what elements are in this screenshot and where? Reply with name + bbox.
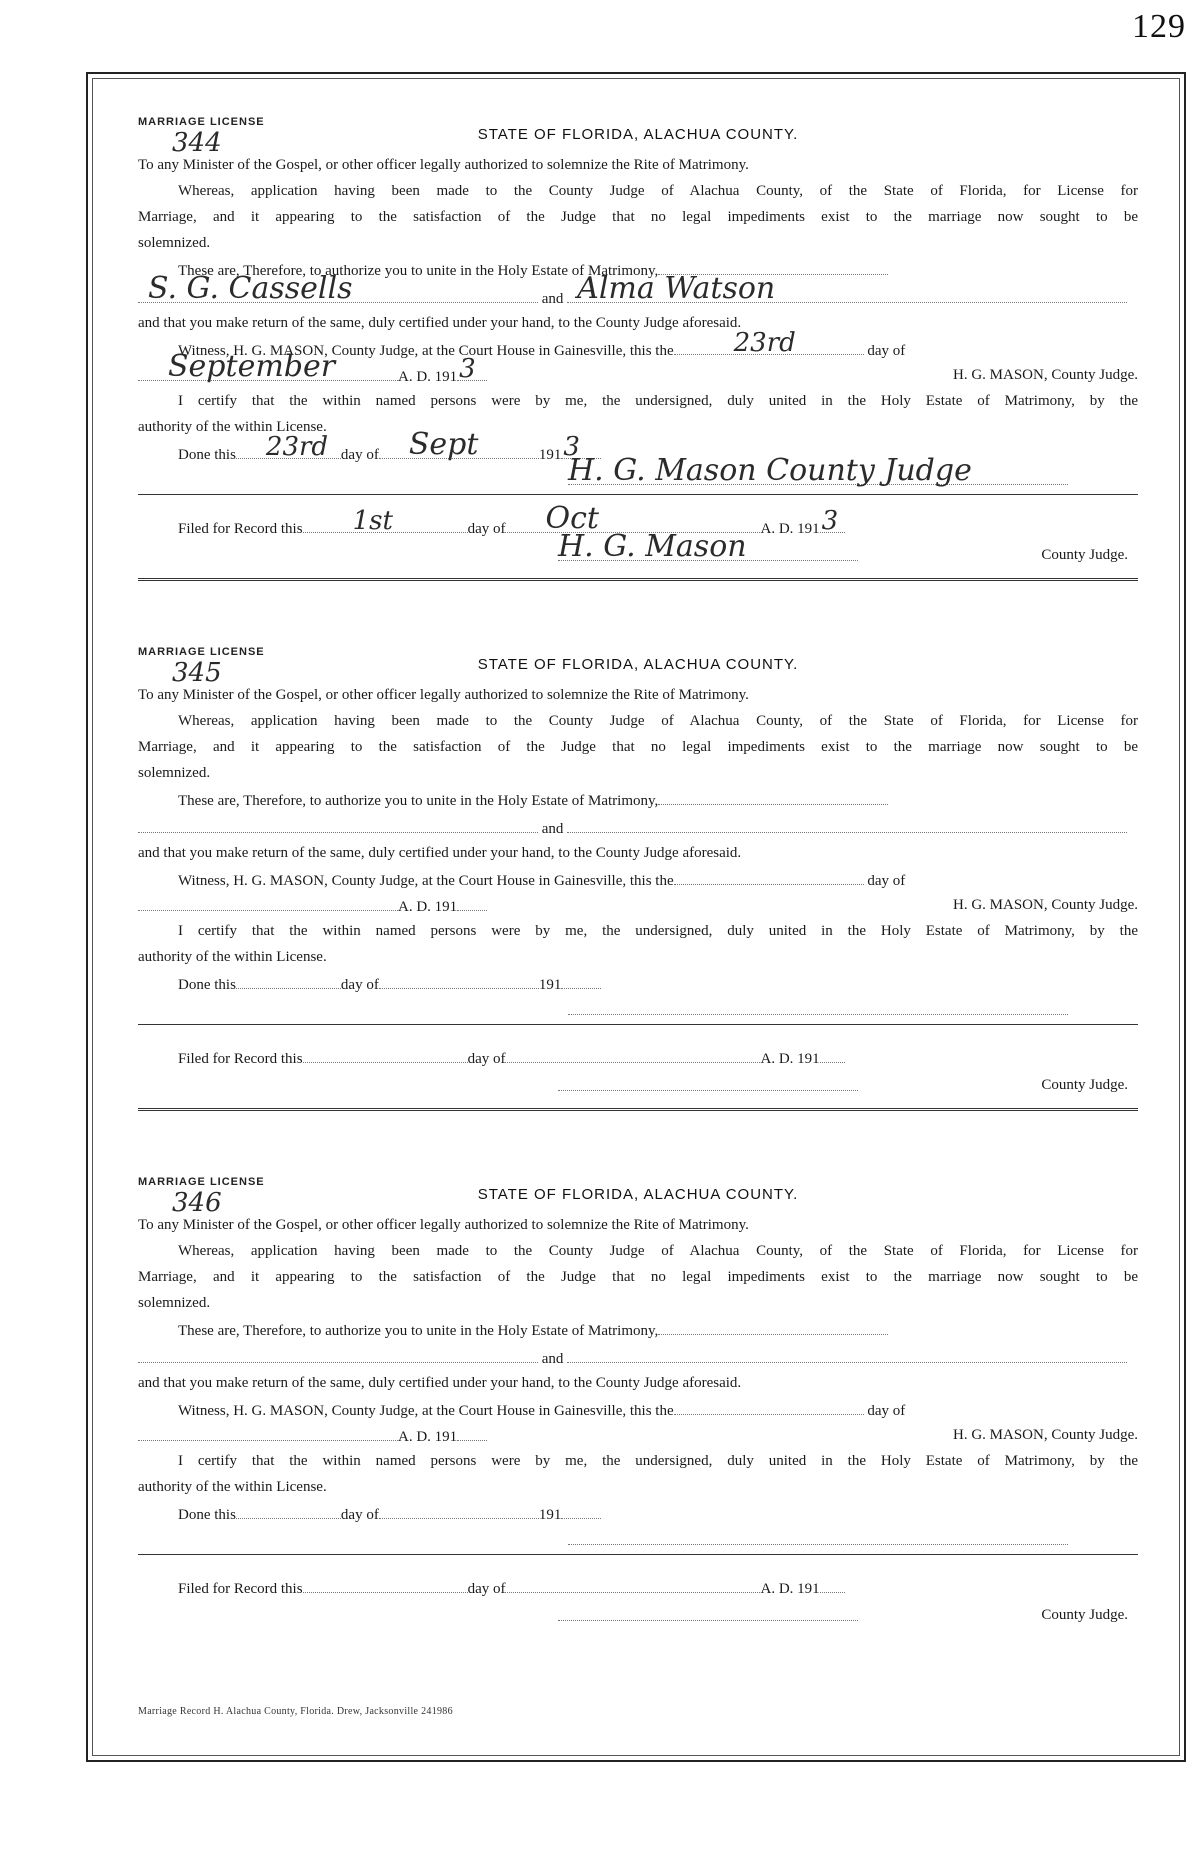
witness-date-line: A. D. 191 H. G. MASON, County Judge.	[138, 896, 1138, 916]
filed-month: Oct	[545, 501, 599, 536]
done-this-line: Done this day of 191	[138, 974, 1138, 994]
certify-line-1: I certify that the within named persons were by me, the undersigned, duly united in the Holy Estate of Matrimony, by the	[178, 1453, 1138, 1469]
parties-line: and	[138, 1348, 1138, 1368]
whereas-line-3: solemnized.	[138, 765, 211, 781]
witness-date-line: September A. D. 191 3 H. G. MASON, County Judge.	[138, 366, 1138, 386]
certify-line-2: authority of the within License.	[138, 419, 327, 435]
these-are-line: These are, Therefore, to authorize you to unite in the Holy Estate of Matrimony,	[138, 260, 1138, 280]
return-line: and that you make return of the same, duly certified under your hand, to the County Judge aforesaid.	[138, 845, 742, 861]
to-any-minister: To any Minister of the Gospel, or other officer legally authorized to solemnize the Rite of Matrimony.	[138, 157, 749, 173]
to-any-minister: To any Minister of the Gospel, or other officer legally authorized to solemnize the Rite of Matrimony.	[138, 1217, 749, 1233]
witness-line: Witness, H. G. MASON, County Judge, at the Court House in Gainesville, this the day of	[138, 870, 1138, 890]
certify-line-1: I certify that the within named persons were by me, the undersigned, duly united in the Holy Estate of Matrimony, by the	[178, 923, 1138, 939]
filed-year-digit: 3	[821, 506, 839, 536]
filed-line: Filed for Record this 1st day of Oct A. D. 191 3	[138, 518, 1138, 538]
whereas-line-1: Whereas, application having been made to the County Judge of Alachua County, of the State of Florida, for License for	[178, 183, 1138, 199]
witness-date-line: A. D. 191 H. G. MASON, County Judge.	[138, 1426, 1138, 1446]
witness-day: 23rd	[733, 328, 796, 358]
page-footer: Marriage Record H. Alachua County, Florida. Drew, Jacksonville 241986	[138, 1706, 453, 1717]
parties-line: S. G. Cassells and Alma Watson	[138, 288, 1138, 308]
groom-name: S. G. Cassells	[148, 271, 353, 306]
whereas-line-1: Whereas, application having been made to the County Judge of Alachua County, of the State of Florida, for License for	[178, 1243, 1138, 1259]
filed-line: Filed for Record this day of A. D. 191	[138, 1578, 1138, 1598]
license-heading: STATE OF FLORIDA, ALACHUA COUNTY.	[477, 656, 799, 673]
marriage-license-344: MARRIAGE LICENSE 344 STATE OF FLORIDA, ALACHUA COUNTY. To any Minister of the Gospel, or other officer legally authorized to solemnize the Rite of Matrimony. Whereas, application having been made to the County Judge of Alachua County, of the State of Florida, for License for Marriage, and it appearing to the satisfaction of the Judge that no legal impediments exist to the marriage now sought to be solemnized. These are, Therefore, to authorize you to unite in the Holy Estate of Matrimony, S. G. Cassells and Alma Watson and that you make return of the same, duly certified under your hand, to the County Judge aforesaid. Witness, H. G. MASON, County Judge, at the Court House in Gainesville, this the 23rd day of September A. D. 191 3 H. G. MASON, County Judge. I certify that the within named persons were by me, the undersigned, duly united in the Holy Estate of Matrimony, by the authority of the within License. Done this 23rd day of Sept 191 3 H. G. Mason County Judge Filed for Record this 1st day of Oct A. D. 191 3 H. G. Mason County Judge.	[138, 116, 1138, 636]
license-number: 344	[172, 128, 222, 158]
whereas-line-2: Marriage, and it appearing to the satisfaction of the Judge that no legal impediments exist to the marriage now sought to be	[138, 739, 1138, 755]
parties-line: and	[138, 818, 1138, 838]
certify-line-1: I certify that the within named persons were by me, the undersigned, duly united in the Holy Estate of Matrimony, by the	[178, 393, 1138, 409]
whereas-line-2: Marriage, and it appearing to the satisfaction of the Judge that no legal impediments exist to the marriage now sought to be	[138, 1269, 1138, 1285]
whereas-line-3: solemnized.	[138, 235, 211, 251]
witness-line: Witness, H. G. MASON, County Judge, at the Court House in Gainesville, this the 23rd day of	[178, 328, 906, 359]
record-page-frame	[86, 72, 1186, 1762]
marriage-license-345: MARRIAGE LICENSE 345 STATE OF FLORIDA, ALACHUA COUNTY. To any Minister of the Gospel, or other officer legally authorized to solemnize the Rite of Matrimony. Whereas, application having been made to the County Judge of Alachua County, of the State of Florida, for License for Marriage, and it appearing to the satisfaction of the Judge that no legal impediments exist to the marriage now sought to be solemnized. These are, Therefore, to authorize you to unite in the Holy Estate of Matrimony, and and that you make return of the same, duly certified under your hand, to the County Judge aforesaid. Witness, H. G. MASON, County Judge, at the Court House in Gainesville, this the day of A. D. 191 H. G. MASON, County Judge. I certify that the within named persons were by me, the undersigned, duly united in the Holy Estate of Matrimony, by the authority of the within License. Done this day of 191 Filed for Record this day of A. D. 191 County Judge.	[138, 646, 1138, 1166]
license-label: MARRIAGE LICENSE	[138, 646, 265, 658]
witness-month: September	[168, 349, 336, 384]
to-any-minister: To any Minister of the Gospel, or other officer legally authorized to solemnize the Rite of Matrimony.	[138, 687, 749, 703]
certify-line-2: authority of the within License.	[138, 949, 327, 965]
done-day: 23rd	[265, 432, 329, 462]
license-heading: STATE OF FLORIDA, ALACHUA COUNTY.	[477, 1186, 799, 1203]
return-line: and that you make return of the same, duly certified under your hand, to the County Judge aforesaid.	[138, 1375, 742, 1391]
done-this-line: Done this day of 191	[138, 1504, 1138, 1524]
bride-name: Alma Watson	[577, 271, 776, 306]
license-heading: STATE OF FLORIDA, ALACHUA COUNTY.	[477, 126, 799, 143]
done-this-line: Done this 23rd day of Sept 191 3	[138, 444, 1138, 464]
page-number: 129	[1132, 8, 1186, 45]
certify-line-2: authority of the within License.	[138, 1479, 327, 1495]
filed-day: 1st	[352, 506, 393, 536]
whereas-line-3: solemnized.	[138, 1295, 211, 1311]
witness-year-digit: 3	[459, 354, 476, 384]
these-are-line: These are, Therefore, to authorize you to unite in the Holy Estate of Matrimony,	[138, 1320, 1138, 1340]
officiant-signature: H. G. Mason County Judge	[568, 453, 972, 488]
filed-line: Filed for Record this day of A. D. 191	[138, 1048, 1138, 1068]
marriage-license-346: MARRIAGE LICENSE 346 STATE OF FLORIDA, ALACHUA COUNTY. To any Minister of the Gospel, or other officer legally authorized to solemnize the Rite of Matrimony. Whereas, application having been made to the County Judge of Alachua County, of the State of Florida, for License for Marriage, and it appearing to the satisfaction of the Judge that no legal impediments exist to the marriage now sought to be solemnized. These are, Therefore, to authorize you to unite in the Holy Estate of Matrimony, and and that you make return of the same, duly certified under your hand, to the County Judge aforesaid. Witness, H. G. MASON, County Judge, at the Court House in Gainesville, this the day of A. D. 191 H. G. MASON, County Judge. I certify that the within named persons were by me, the undersigned, duly united in the Holy Estate of Matrimony, by the authority of the within License. Done this day of 191 Filed for Record this day of A. D. 191 County Judge.	[138, 1176, 1138, 1623]
witness-line: Witness, H. G. MASON, County Judge, at the Court House in Gainesville, this the day of	[138, 1400, 1138, 1420]
whereas-line-2: Marriage, and it appearing to the satisfaction of the Judge that no legal impediments exist to the marriage now sought to be	[138, 209, 1138, 225]
license-label: MARRIAGE LICENSE	[138, 1176, 265, 1188]
done-year-digit: 3	[563, 432, 580, 462]
license-number: 345	[172, 658, 222, 688]
license-number: 346	[172, 1188, 222, 1218]
these-are-line: These are, Therefore, to authorize you to unite in the Holy Estate of Matrimony,	[138, 790, 1138, 810]
return-line: and that you make return of the same, duly certified under your hand, to the County Judge aforesaid.	[138, 315, 742, 331]
done-month: Sept	[408, 427, 479, 462]
license-label: MARRIAGE LICENSE	[138, 116, 265, 128]
filed-signature: H. G. Mason	[558, 529, 747, 564]
whereas-line-1: Whereas, application having been made to the County Judge of Alachua County, of the State of Florida, for License for	[178, 713, 1138, 729]
